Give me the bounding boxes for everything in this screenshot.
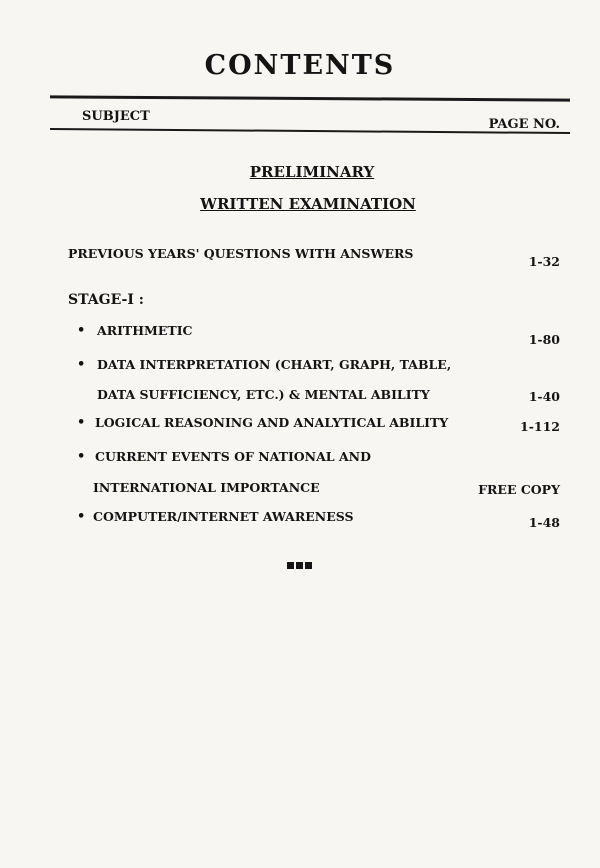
contents-entry-logical-reasoning	[0, 413, 600, 433]
entry-page-range: 1-80	[528, 332, 560, 347]
subject-column-header: SUBJECT	[82, 109, 150, 124]
entry-title-line-1: CURRENT EVENTS OF NATIONAL AND	[95, 449, 371, 464]
contents-entry-current-events	[0, 447, 600, 467]
entry-page-range: 1-40	[528, 389, 560, 404]
contents-entry-data-interpretation-cont	[0, 385, 600, 405]
entry-title: LOGICAL REASONING AND ANALYTICAL ABILITY	[95, 415, 449, 430]
entry-page-range: FREE COPY	[478, 482, 560, 497]
bullet-icon: •	[77, 449, 86, 464]
entry-title-line-1: DATA INTERPRETATION (CHART, GRAPH, TABLE,	[97, 357, 452, 372]
entry-page-range: 1-48	[528, 515, 560, 530]
contents-entry-current-events-cont	[0, 478, 600, 498]
entry-title-line-2: INTERNATIONAL IMPORTANCE	[93, 480, 320, 495]
page-title: CONTENTS	[204, 50, 396, 81]
end-mark-square	[287, 562, 294, 569]
contents-entry-previous-years	[0, 244, 600, 269]
bullet-icon: •	[77, 415, 86, 430]
contents-entry-computer-awareness	[0, 507, 600, 530]
stage-heading: STAGE-I :	[68, 292, 144, 308]
entry-page-range: 1-32	[528, 254, 560, 269]
section-title-written-examination: WRITTEN EXAMINATION	[200, 195, 416, 213]
page-number-column-header: PAGE NO.	[488, 117, 560, 132]
end-of-contents-mark	[287, 562, 312, 569]
bullet-icon: •	[77, 509, 86, 524]
bullet-icon: •	[77, 357, 86, 372]
entry-title: ARITHMETIC	[97, 323, 193, 338]
header-rule-top	[50, 95, 570, 101]
entry-title-line-2: DATA SUFFICIENCY, ETC.) & MENTAL ABILITY	[97, 387, 430, 402]
entry-title: PREVIOUS YEARS' QUESTIONS WITH ANSWERS	[68, 246, 414, 261]
contents-entry-arithmetic	[0, 321, 600, 347]
end-mark-square	[305, 562, 312, 569]
section-title-preliminary: PRELIMINARY	[249, 163, 375, 181]
bullet-icon: •	[77, 323, 86, 338]
end-mark-square	[296, 562, 303, 569]
entry-title: COMPUTER/INTERNET AWARENESS	[93, 509, 354, 524]
contents-entry-data-interpretation	[0, 355, 600, 375]
entry-page-range: 1-112	[520, 419, 560, 434]
